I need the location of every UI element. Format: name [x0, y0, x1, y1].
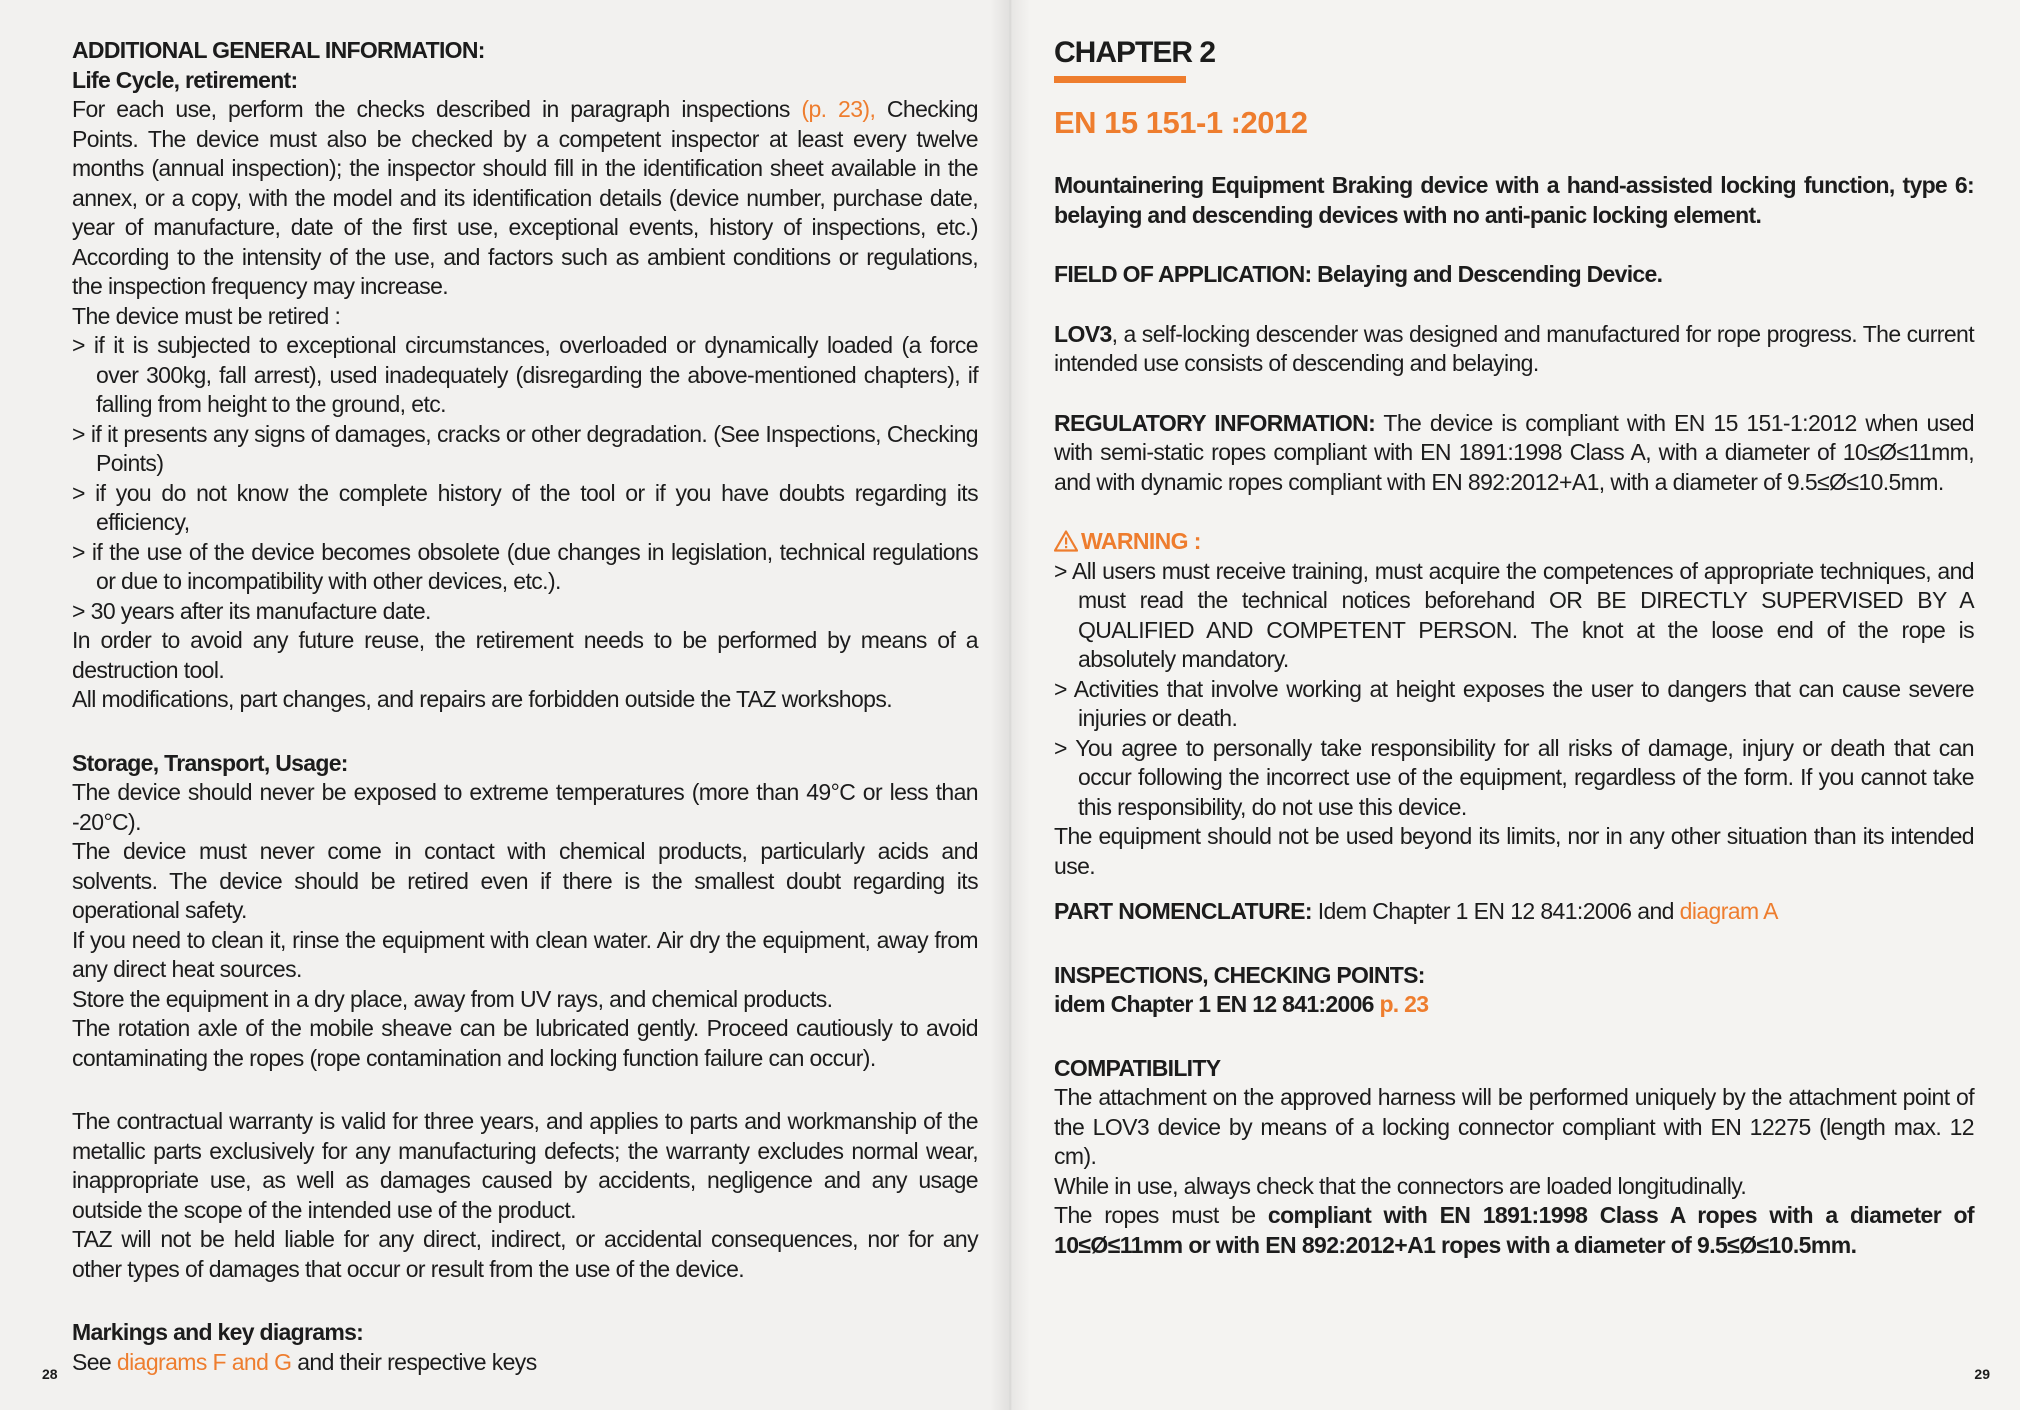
- chapter-heading: CHAPTER 2: [1054, 36, 1216, 69]
- life-cycle-title: Life Cycle, retirement:: [72, 66, 298, 93]
- storage-p4: Store the equipment in a dry place, away from UV rays, and chemical products.: [72, 985, 833, 1012]
- warning-item: > You agree to personally take responsibility for all risks of damage, injury or death that can occur following the incorrect use of the equipment, regardless of the form. If you cannot take this responsibility, do not use this device.: [1054, 734, 1974, 820]
- book-gutter: [990, 0, 1030, 1410]
- inspections-text: idem Chapter 1 EN 12 841:2006: [1054, 991, 1380, 1017]
- life-cycle-text-b: Checking Points. The device must also be checked by a competent inspector at least every twelve months (annual inspection); the inspector should fill in the identification sheet available in the annex, or a copy, with the model and its identification details (device number, purchase date, year of manufacture, date of the first use, exceptional events, history of inspections, etc.) According to the intensity of the use, and factors such as ambient conditions or regulations, the inspection frequency may increase.: [72, 96, 978, 299]
- inspections-page-link[interactable]: (p. 23),: [801, 96, 876, 122]
- compatibility-p3-bold: compliant with EN 1891:1998 Class A ropes with a diameter of 10≤Ø≤11mm or with EN 892:2012+A1 ropes with a diameter of 9.5≤Ø≤10.5mm.: [1054, 1202, 1974, 1258]
- lov3-text: , a self-locking descender was designed and manufactured for rope progress. The current intended use consists of descending and belaying.: [1054, 320, 1974, 376]
- nomenclature-paragraph: [1054, 897, 1974, 927]
- nomenclature-text: Idem Chapter 1 EN 12 841:2006 and: [1311, 898, 1680, 924]
- storage-p1: The device should never be exposed to extreme temperatures (more than 49°C or less than -20°C).: [72, 779, 978, 835]
- warning-triangle-icon: [1054, 530, 1078, 552]
- diagram-a-link[interactable]: diagram A: [1679, 898, 1778, 924]
- standard-title: EN 15 151-1 :2012: [1054, 105, 1308, 140]
- left-column: [72, 36, 978, 1377]
- modifications-paragraph: All modifications, part changes, and repairs are forbidden outside the TAZ workshops.: [72, 686, 893, 712]
- lov3-name: LOV3: [1054, 320, 1112, 347]
- compatibility-p3: [1054, 1201, 1974, 1260]
- storage-title: Storage, Transport, Usage:: [72, 749, 348, 776]
- limits-paragraph: The equipment should not be used beyond its limits, nor in any other situation than its intended use.: [1054, 823, 1974, 879]
- retire-intro: The device must be retired :: [72, 302, 341, 329]
- markings-paragraph: [72, 1348, 978, 1378]
- warning-title: [1054, 527, 1974, 557]
- warning-title-text: WARNING :: [1081, 528, 1201, 554]
- warning-item: > All users must receive training, must acquire the competences of appropriate techniques, and must read the technical notices beforehand OR BE DIRECTLY SUPERVISED BY A QUALIFIED AND COMPETENT PERSON. The knot at the loose end of the rope is absolutely mandatory.: [1054, 557, 1974, 672]
- lov3-paragraph: [1054, 320, 1974, 379]
- inspections-p23-link[interactable]: p. 23: [1379, 991, 1429, 1017]
- retire-item: > if the use of the device becomes obsolete (due changes in legislation, technical regulations or due to incompatibility with other devices, etc.).: [72, 538, 978, 594]
- warning-item: > Activities that involve working at height exposes the user to dangers that can cause severe injuries or death.: [1054, 675, 1974, 731]
- diagrams-fg-link[interactable]: diagrams F and G: [116, 1348, 292, 1375]
- warranty-p2: TAZ will not be held liable for any direct, indirect, or accidental consequences, nor for any other types of damages that occur or result from the use of the device.: [72, 1226, 978, 1282]
- regulatory-label: REGULATORY INFORMATION:: [1054, 409, 1376, 436]
- inspections-paragraph: [1054, 990, 1974, 1020]
- right-page: [1010, 0, 2020, 1410]
- nomenclature-label: PART NOMENCLATURE:: [1054, 898, 1312, 924]
- compatibility-title: COMPATIBILITY: [1054, 1054, 1221, 1081]
- page-number-right: 29: [1974, 1366, 1990, 1382]
- compatibility-p2: While in use, always check that the connectors are loaded longitudinally.: [1054, 1172, 1747, 1199]
- compatibility-p3-pre: The ropes must be: [1054, 1202, 1268, 1228]
- regulatory-paragraph: [1054, 409, 1974, 498]
- storage-p3: If you need to clean it, rinse the equipment with clean water. Air dry the equipment, away from any direct heat sources.: [72, 926, 978, 982]
- markings-post: and their respective keys: [291, 1348, 537, 1375]
- warranty-p1: The contractual warranty is valid for three years, and applies to parts and workmanship of the metallic parts exclusively for any manufacturing defects; the warranty excludes normal wear, inappropriate use, as well as damages caused by accidents, negligence and any usage outside the scope of the intended use of the product.: [72, 1108, 978, 1223]
- life-cycle-text-a: For each use, perform the checks described in paragraph inspections: [72, 96, 802, 122]
- storage-p5: The rotation axle of the mobile sheave can be lubricated gently. Proceed cautiously to avoid contaminating the ropes (rope contamination and locking function failure can occur).: [72, 1015, 978, 1071]
- page-number-left: 28: [42, 1366, 58, 1382]
- compatibility-p1: The attachment on the approved harness will be performed uniquely by the attachment point of the LOV3 device by means of a locking connector compliant with EN 12275 (length max. 12 cm).: [1054, 1084, 1974, 1169]
- markings-title: Markings and key diagrams:: [72, 1319, 364, 1345]
- chapter-underline: [1054, 76, 1186, 83]
- markings-pre: See: [72, 1348, 117, 1375]
- retire-item: > if it is subjected to exceptional circumstances, overloaded or dynamically loaded (a force over 300kg, fall arrest), used inadequately (disregarding the above-mentioned chapters), if falling from height to the ground, etc.: [72, 332, 978, 417]
- warning-list: [1054, 557, 1974, 823]
- life-cycle-paragraph: [72, 95, 978, 302]
- retire-item: > if you do not know the complete history of the tool or if you have doubts regarding its efficiency,: [72, 479, 978, 535]
- retire-item: > 30 years after its manufacture date.: [72, 597, 431, 624]
- inspections-title: INSPECTIONS, CHECKING POINTS:: [1054, 961, 1425, 988]
- regulatory-text: The device is compliant with EN 15 151-1:2012 when used with semi-static ropes compliant with EN 1891:1998 Class A, with a diameter of 10≤Ø≤11mm, and with dynamic ropes compliant with EN 892:2012+A1, with a diameter of 9.5≤Ø≤10.5mm.: [1054, 409, 1974, 495]
- additional-info-heading: ADDITIONAL GENERAL INFORMATION:: [72, 37, 485, 63]
- storage-p2: The device must never come in contact with chemical products, particularly acids and solvents. The device should be retired even if there is the smallest doubt regarding its operational safety.: [72, 838, 978, 923]
- field-of-application: FIELD OF APPLICATION: Belaying and Descending Device.: [1054, 261, 1663, 287]
- retire-item: > if it presents any signs of damages, cracks or other degradation. (See Inspections, Checking Points): [72, 420, 978, 476]
- right-column: [1054, 36, 1974, 1260]
- destruction-paragraph: In order to avoid any future reuse, the retirement needs to be performed by means of a destruction tool.: [72, 627, 978, 683]
- device-description: Mountainering Equipment Braking device with a hand-assisted locking function, type 6: belaying and descending devices with no anti-panic locking element.: [1054, 172, 1974, 228]
